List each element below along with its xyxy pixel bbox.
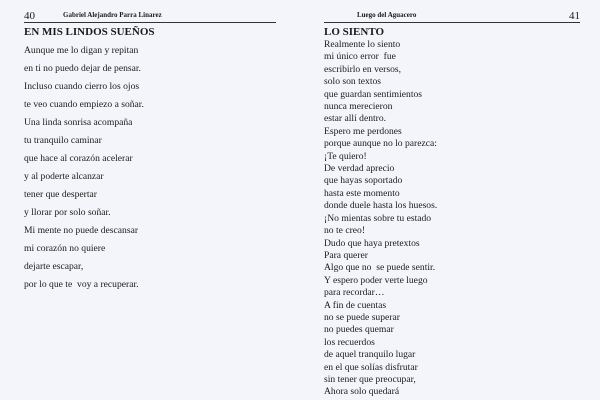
verse-line: Algo que no se puede sentir. <box>324 262 436 274</box>
verse-line: que hayas soportado <box>324 175 403 187</box>
verse-line: no se puede superar <box>324 311 400 323</box>
verse-line: A fin de cuentas <box>324 299 387 311</box>
verse-line: Aunque me lo digan y repitan <box>24 45 139 56</box>
verse-line: Y espero poder verte luego <box>324 274 428 286</box>
right-running-header: Luego del Aguacero <box>357 11 417 19</box>
verse-line: que guardan sentimientos <box>324 88 423 100</box>
left-running-header: Gabriel Alejandro Parra Linarez <box>63 11 162 19</box>
right-poem-title: LO SIENTO <box>324 26 385 38</box>
verse-line: sin tener que preocupar, <box>324 373 416 385</box>
verse-line: tu tranquilo caminar <box>24 135 102 146</box>
verse-line: dejarte escapar, <box>24 261 84 272</box>
right-poem-verses <box>324 39 437 399</box>
verse-line: solo son textos <box>324 76 382 88</box>
verse-line: donde duele hasta los huesos. <box>324 200 438 212</box>
verse-line: no puedes quemar <box>324 324 394 336</box>
verse-line: nunca merecieron <box>324 101 393 113</box>
verse-line: no te creo! <box>324 225 366 237</box>
verse-line: en ti no puedo dejar de pensar. <box>24 63 141 74</box>
verse-line: estar allí dentro. <box>324 113 387 125</box>
verse-line: Ahora solo quedará <box>324 386 400 398</box>
verse-line: Una linda sonrisa acompaña <box>24 117 133 128</box>
verse-line: de aquel tranquilo lugar <box>324 349 416 361</box>
left-page-number: 40 <box>24 10 35 22</box>
verse-line: en el que solías disfrutar <box>324 361 418 373</box>
verse-line: Incluso cuando cierro los ojos <box>24 81 140 92</box>
verse-line: que hace al corazón acelerar <box>24 153 133 164</box>
verse-line: Realmente lo siento <box>324 39 401 50</box>
verse-line: mi corazón no quiere <box>24 243 106 254</box>
verse-line: y al poderte alcanzar <box>24 171 104 182</box>
left-poem-title: EN MIS LINDOS SUEÑOS <box>24 26 155 38</box>
right-page <box>300 0 600 400</box>
verse-line: Espero me perdones <box>324 125 402 137</box>
verse-line: De verdad aprecio <box>324 163 395 175</box>
verse-line: te veo cuando empiezo a soñar. <box>24 99 144 110</box>
left-header-rule <box>24 22 276 23</box>
verse-line: por lo que te voy a recuperar. <box>24 279 139 290</box>
verse-line: tener que despertar <box>24 189 97 200</box>
right-page-number: 41 <box>569 10 580 22</box>
verse-line: escribirlo en versos, <box>324 63 401 75</box>
verse-line: Para querer <box>324 249 368 261</box>
verse-line: mi único error fue <box>324 51 396 63</box>
verse-line: hasta este momento <box>324 187 400 199</box>
verse-line: para recordar… <box>324 287 385 299</box>
verse-line: Dudo que haya pretextos <box>324 237 420 249</box>
verse-line: ¡No mientas sobre tu estado <box>324 212 432 224</box>
verse-line: los recuerdos <box>324 336 375 348</box>
verse-line: Mi mente no puede descansar <box>24 225 139 236</box>
verse-line: ¡Te quiero! <box>324 150 367 162</box>
left-poem-verses <box>24 42 144 294</box>
verse-line: y llorar por solo soñar. <box>24 207 111 218</box>
right-header-rule <box>324 22 580 23</box>
verse-line: porque aunque no lo parezca: <box>324 138 437 150</box>
